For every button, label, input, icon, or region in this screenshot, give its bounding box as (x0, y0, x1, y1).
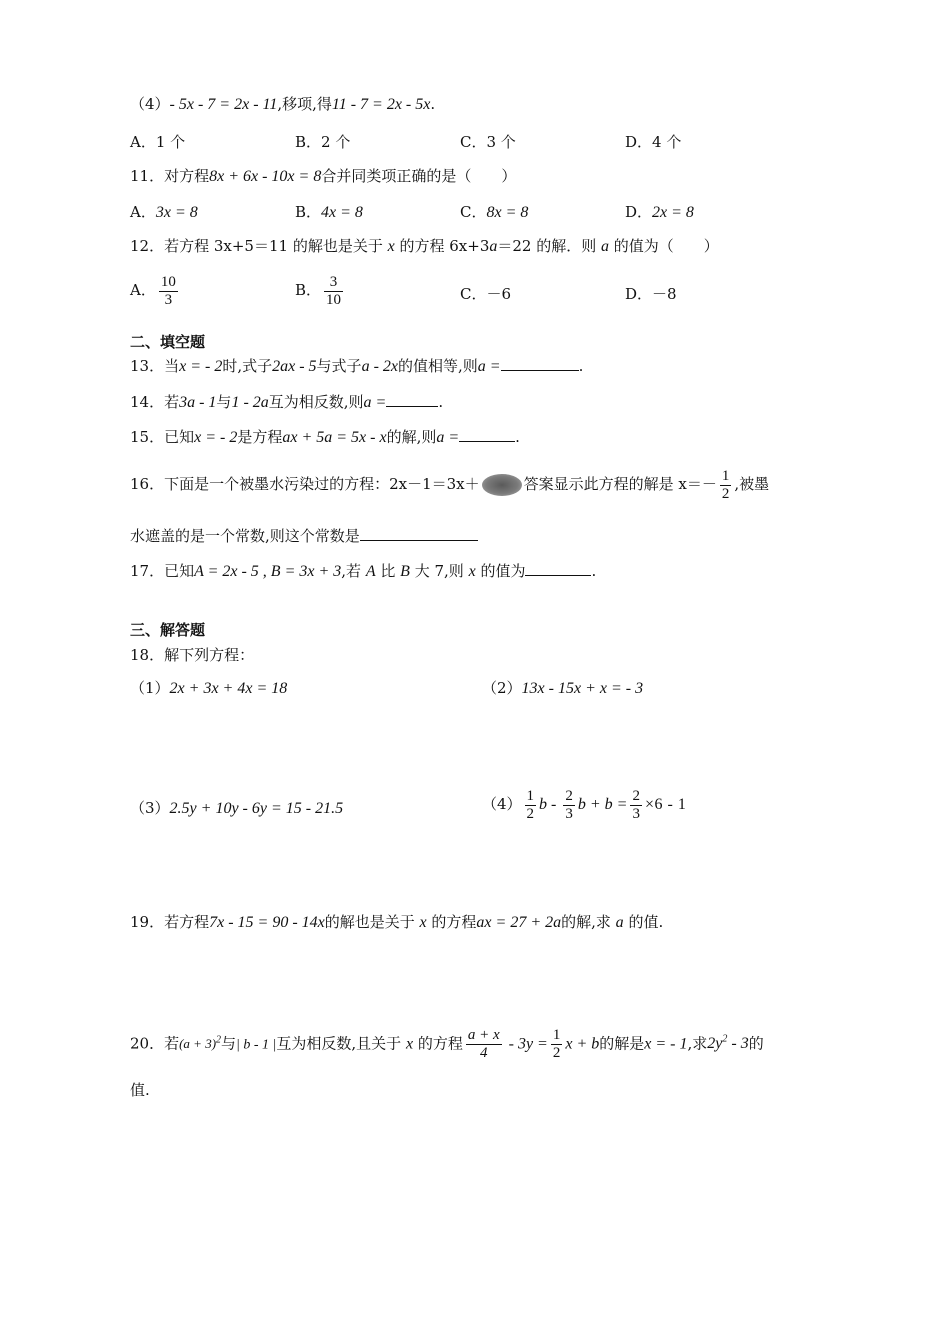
q18-part4-frac1-num: 1 (526, 787, 535, 804)
q19-text-c: 的方程 (426, 913, 477, 931)
q10-item4-eq2: 11 - 7 = 2x - 5x (331, 96, 431, 113)
q16-fraction (720, 468, 732, 503)
q18-part4-frac3 (630, 788, 642, 823)
q11-option-d-label: D． (625, 203, 653, 221)
q18-part4-term-a: b - (539, 796, 561, 813)
q12-text-d: 的值为（ ） (609, 237, 719, 255)
q12-option-a-num: 10 (160, 273, 176, 290)
q18-part3 (130, 798, 343, 819)
q17-var-x: x (468, 563, 476, 580)
q19-text-d: 的解,求 (561, 913, 616, 931)
q19-stem (130, 912, 663, 933)
q20-term-f: x + b (565, 1035, 600, 1053)
q18-part1-label: （1） (130, 679, 170, 697)
q12-var-a2: a (601, 238, 609, 255)
q13-eq4: a = (477, 358, 501, 375)
q13-text-b: 时,式子 (222, 357, 273, 375)
q19-var-x: x (419, 914, 427, 931)
q20-text-d: 的方程 (413, 1034, 463, 1053)
q18-part4-frac1-den: 2 (526, 805, 535, 822)
q18-part4-frac2 (563, 788, 575, 823)
q20-text-a: 20．若 (130, 1034, 180, 1053)
q11-option-a-eq: 3x = 8 (155, 204, 198, 221)
q12-option-b-num: 3 (324, 274, 343, 292)
q19-text-b: 的解也是关于 (324, 913, 420, 931)
q18-part4-term-b: b + b = (577, 796, 628, 813)
q20-eq1 (179, 1036, 221, 1051)
q17-text-b: ,若 (341, 562, 366, 580)
q12-option-a (130, 270, 181, 310)
q13-text-c: 与式子 (316, 357, 362, 375)
q17-var-a: A (365, 563, 376, 580)
q17-text-a: 17．已知 (130, 562, 195, 580)
q15-stem (130, 427, 520, 448)
q11-eq: 8x + 6x - 10x = 8 (209, 168, 322, 185)
q17-answer-blank[interactable] (525, 561, 591, 576)
q12-option-a-fraction (159, 274, 178, 309)
q20-eq2: | b - 1 | (236, 1037, 277, 1053)
q20-line2: 值. (130, 1081, 150, 1099)
q16-num: 1 (721, 467, 730, 484)
ink-blot-icon (482, 474, 522, 496)
q20-frac2-den: 2 (552, 1044, 561, 1061)
q13-eq2: 2ax - 5 (272, 358, 317, 375)
q11-option-b-eq: 4x = 8 (321, 204, 363, 221)
q18-part2-label: （2） (482, 679, 522, 697)
q20-text-g: 的解是 (599, 1034, 645, 1053)
q18-part1 (130, 678, 287, 699)
q11-option-d (625, 202, 694, 223)
q13-eq1: x = - 2 (179, 358, 223, 375)
q10-option-b: B．2 个 (295, 133, 351, 151)
q10-item4-eq: - 5x - 7 = 2x - 11 (169, 96, 278, 113)
q20-eq3: x = - 1 (644, 1035, 688, 1053)
q16-answer-blank[interactable] (360, 526, 478, 541)
q11-option-c-label: C． (460, 203, 487, 221)
q12-var-a: a (489, 238, 498, 255)
q12-var-x: x (387, 238, 395, 255)
q16-stem (130, 462, 769, 506)
q18-part4-frac1 (525, 788, 537, 823)
q10-item4-mid: ,移项,得 (277, 95, 332, 113)
q20-frac1-num: a + x (467, 1026, 500, 1043)
q16-text-a: 16．下面是一个被墨水污染过的方程：2x－1＝3x＋ (130, 475, 480, 493)
q14-eq1: 3a - 1 (179, 394, 217, 411)
q14-text-b: 与 (216, 393, 232, 411)
q20-eq1-base: (a + 3) (179, 1036, 217, 1052)
q13-answer-blank[interactable] (501, 356, 579, 371)
q20-frac1 (466, 1027, 502, 1062)
q10-item4 (130, 94, 435, 115)
q12-option-b-fraction (324, 274, 343, 309)
q20-var-x: x (405, 1035, 414, 1053)
q20-eq4 (707, 1035, 748, 1052)
section-3-title: 三、解答题 (130, 621, 206, 639)
q16-text-c: ,被墨 (734, 475, 770, 493)
q14-eq2: 1 - 2a (231, 394, 269, 411)
q11-option-d-eq: 2x = 8 (652, 204, 694, 221)
q20-eq4-sup: 2 (722, 1034, 728, 1045)
q18-part2 (482, 678, 643, 699)
q18-intro: 18．解下列方程： (130, 646, 255, 664)
q16-text-b: 答案显示此方程的解是 x＝－ (523, 475, 717, 493)
q12-option-b-den: 10 (326, 291, 342, 308)
q19-var-a: a (615, 914, 624, 931)
q11-option-b (295, 202, 363, 223)
q17-text-f: . (591, 562, 597, 580)
q12-option-c: C．－6 (460, 285, 512, 303)
q20-frac2-num: 1 (552, 1026, 561, 1043)
q16-line2 (130, 526, 478, 546)
q18-part4-frac2-den: 3 (565, 805, 573, 822)
q20-eq4-base: 2y (707, 1035, 723, 1053)
q18-part4-frac2-num: 2 (565, 787, 573, 804)
q17-stem (130, 561, 596, 582)
q18-part4-frac3-num: 2 (632, 787, 640, 804)
q15-text-a: 15．已知 (130, 428, 195, 446)
q17-var-b: B (400, 563, 410, 580)
q15-eq2: ax + 5a = 5x - x (282, 429, 387, 446)
q16-line2-text: 水遮盖的是一个常数,则这个常数是 (130, 527, 360, 545)
q10-item4-end: . (430, 95, 436, 113)
q19-eq2: ax = 27 + 2a (476, 914, 562, 931)
q18-part2-eq: 13x - 15x + x = - 3 (521, 680, 644, 697)
q11-num: 11．对方程 (130, 167, 210, 185)
q11-option-c (460, 202, 528, 223)
q14-text-d: . (438, 393, 444, 411)
q12-text-a: 12．若方程 3x+5＝11 的解也是关于 (130, 237, 388, 255)
q10-option-d: D．4 个 (625, 133, 682, 151)
q18-part4-term-c: ×6 - 1 (644, 796, 687, 813)
q18-part4-frac3-den: 3 (632, 805, 640, 822)
q13-stem (130, 356, 583, 377)
q11-option-a-label: A． (130, 203, 156, 221)
q14-text-c: 互为相反数,则 (268, 393, 364, 411)
q12-option-d: D．－8 (625, 285, 677, 303)
q10-item4-label: （4） (130, 95, 170, 113)
q17-text-e: 的值为 (475, 562, 526, 580)
q20-frac1-den: 4 (479, 1044, 488, 1061)
q19-text-a: 19．若方程 (130, 913, 210, 931)
q13-text-a: 13．当 (130, 357, 180, 375)
q11-option-b-label: B． (295, 203, 322, 221)
section-2-title: 二、填空题 (130, 333, 206, 351)
q12-option-a-label: A． (130, 281, 156, 299)
q13-eq3: a - 2x (361, 358, 398, 375)
q15-eq3: a = (436, 429, 460, 446)
q13-text-e: . (578, 357, 584, 375)
q15-eq1: x = - 2 (194, 429, 238, 446)
q20-text-h: ,求 (687, 1034, 708, 1053)
q17-text-c: 比 (375, 562, 401, 580)
q11-option-c-eq: 8x = 8 (486, 204, 529, 221)
q14-eq3: a = (363, 394, 387, 411)
q13-text-d: 的值相等,则 (398, 357, 478, 375)
q12-option-a-den: 3 (164, 291, 173, 308)
q15-answer-blank[interactable] (459, 427, 515, 442)
q10-option-c: C．3 个 (460, 133, 516, 151)
q15-text-c: 的解,则 (386, 428, 437, 446)
q11-tail: 合并同类项正确的是（ ） (321, 167, 517, 185)
q10-option-a: A．1 个 (130, 133, 186, 151)
q19-eq1: 7x - 15 = 90 - 14x (209, 914, 325, 931)
q14-text-a: 14．若 (130, 393, 180, 411)
q12-text-c: ＝22 的解．则 (497, 237, 601, 255)
q18-part3-label: （3） (130, 799, 170, 817)
q17-eq1: A = 2x - 5 , B = 3x + 3 (194, 563, 342, 580)
q20-term-e: - 3y = (504, 1035, 548, 1053)
q11-stem (130, 166, 516, 187)
q19-text-e: 的值. (623, 913, 664, 931)
q17-text-d: 大 7,则 (409, 562, 469, 580)
q20-frac2 (551, 1027, 563, 1062)
q20-text-i: 的 (748, 1034, 764, 1053)
q14-stem (130, 392, 443, 413)
q20-eq4-tail: - 3 (727, 1035, 749, 1053)
q15-text-d: . (515, 428, 520, 446)
q20-stem (130, 1018, 764, 1067)
q18-part4 (482, 784, 686, 825)
q18-part3-eq: 2.5y + 10y - 6y = 15 - 21.5 (169, 800, 344, 817)
q20-text-b: 与 (221, 1034, 237, 1053)
q18-part4-label: （4） (482, 795, 522, 813)
q12-option-b-label: B． (295, 281, 322, 299)
q12-option-b (295, 270, 346, 310)
q20-eq1-sup: 2 (216, 1035, 222, 1046)
q11-option-a (130, 202, 198, 223)
q20-text-c: 互为相反数,且关于 (276, 1034, 406, 1053)
q14-answer-blank[interactable] (386, 392, 438, 407)
q12-text-b: 的方程 6x+3 (394, 237, 490, 255)
q15-text-b: 是方程 (237, 428, 283, 446)
q16-den: 2 (721, 485, 730, 502)
q18-part1-eq: 2x + 3x + 4x = 18 (169, 680, 288, 697)
q12-stem (130, 236, 719, 257)
